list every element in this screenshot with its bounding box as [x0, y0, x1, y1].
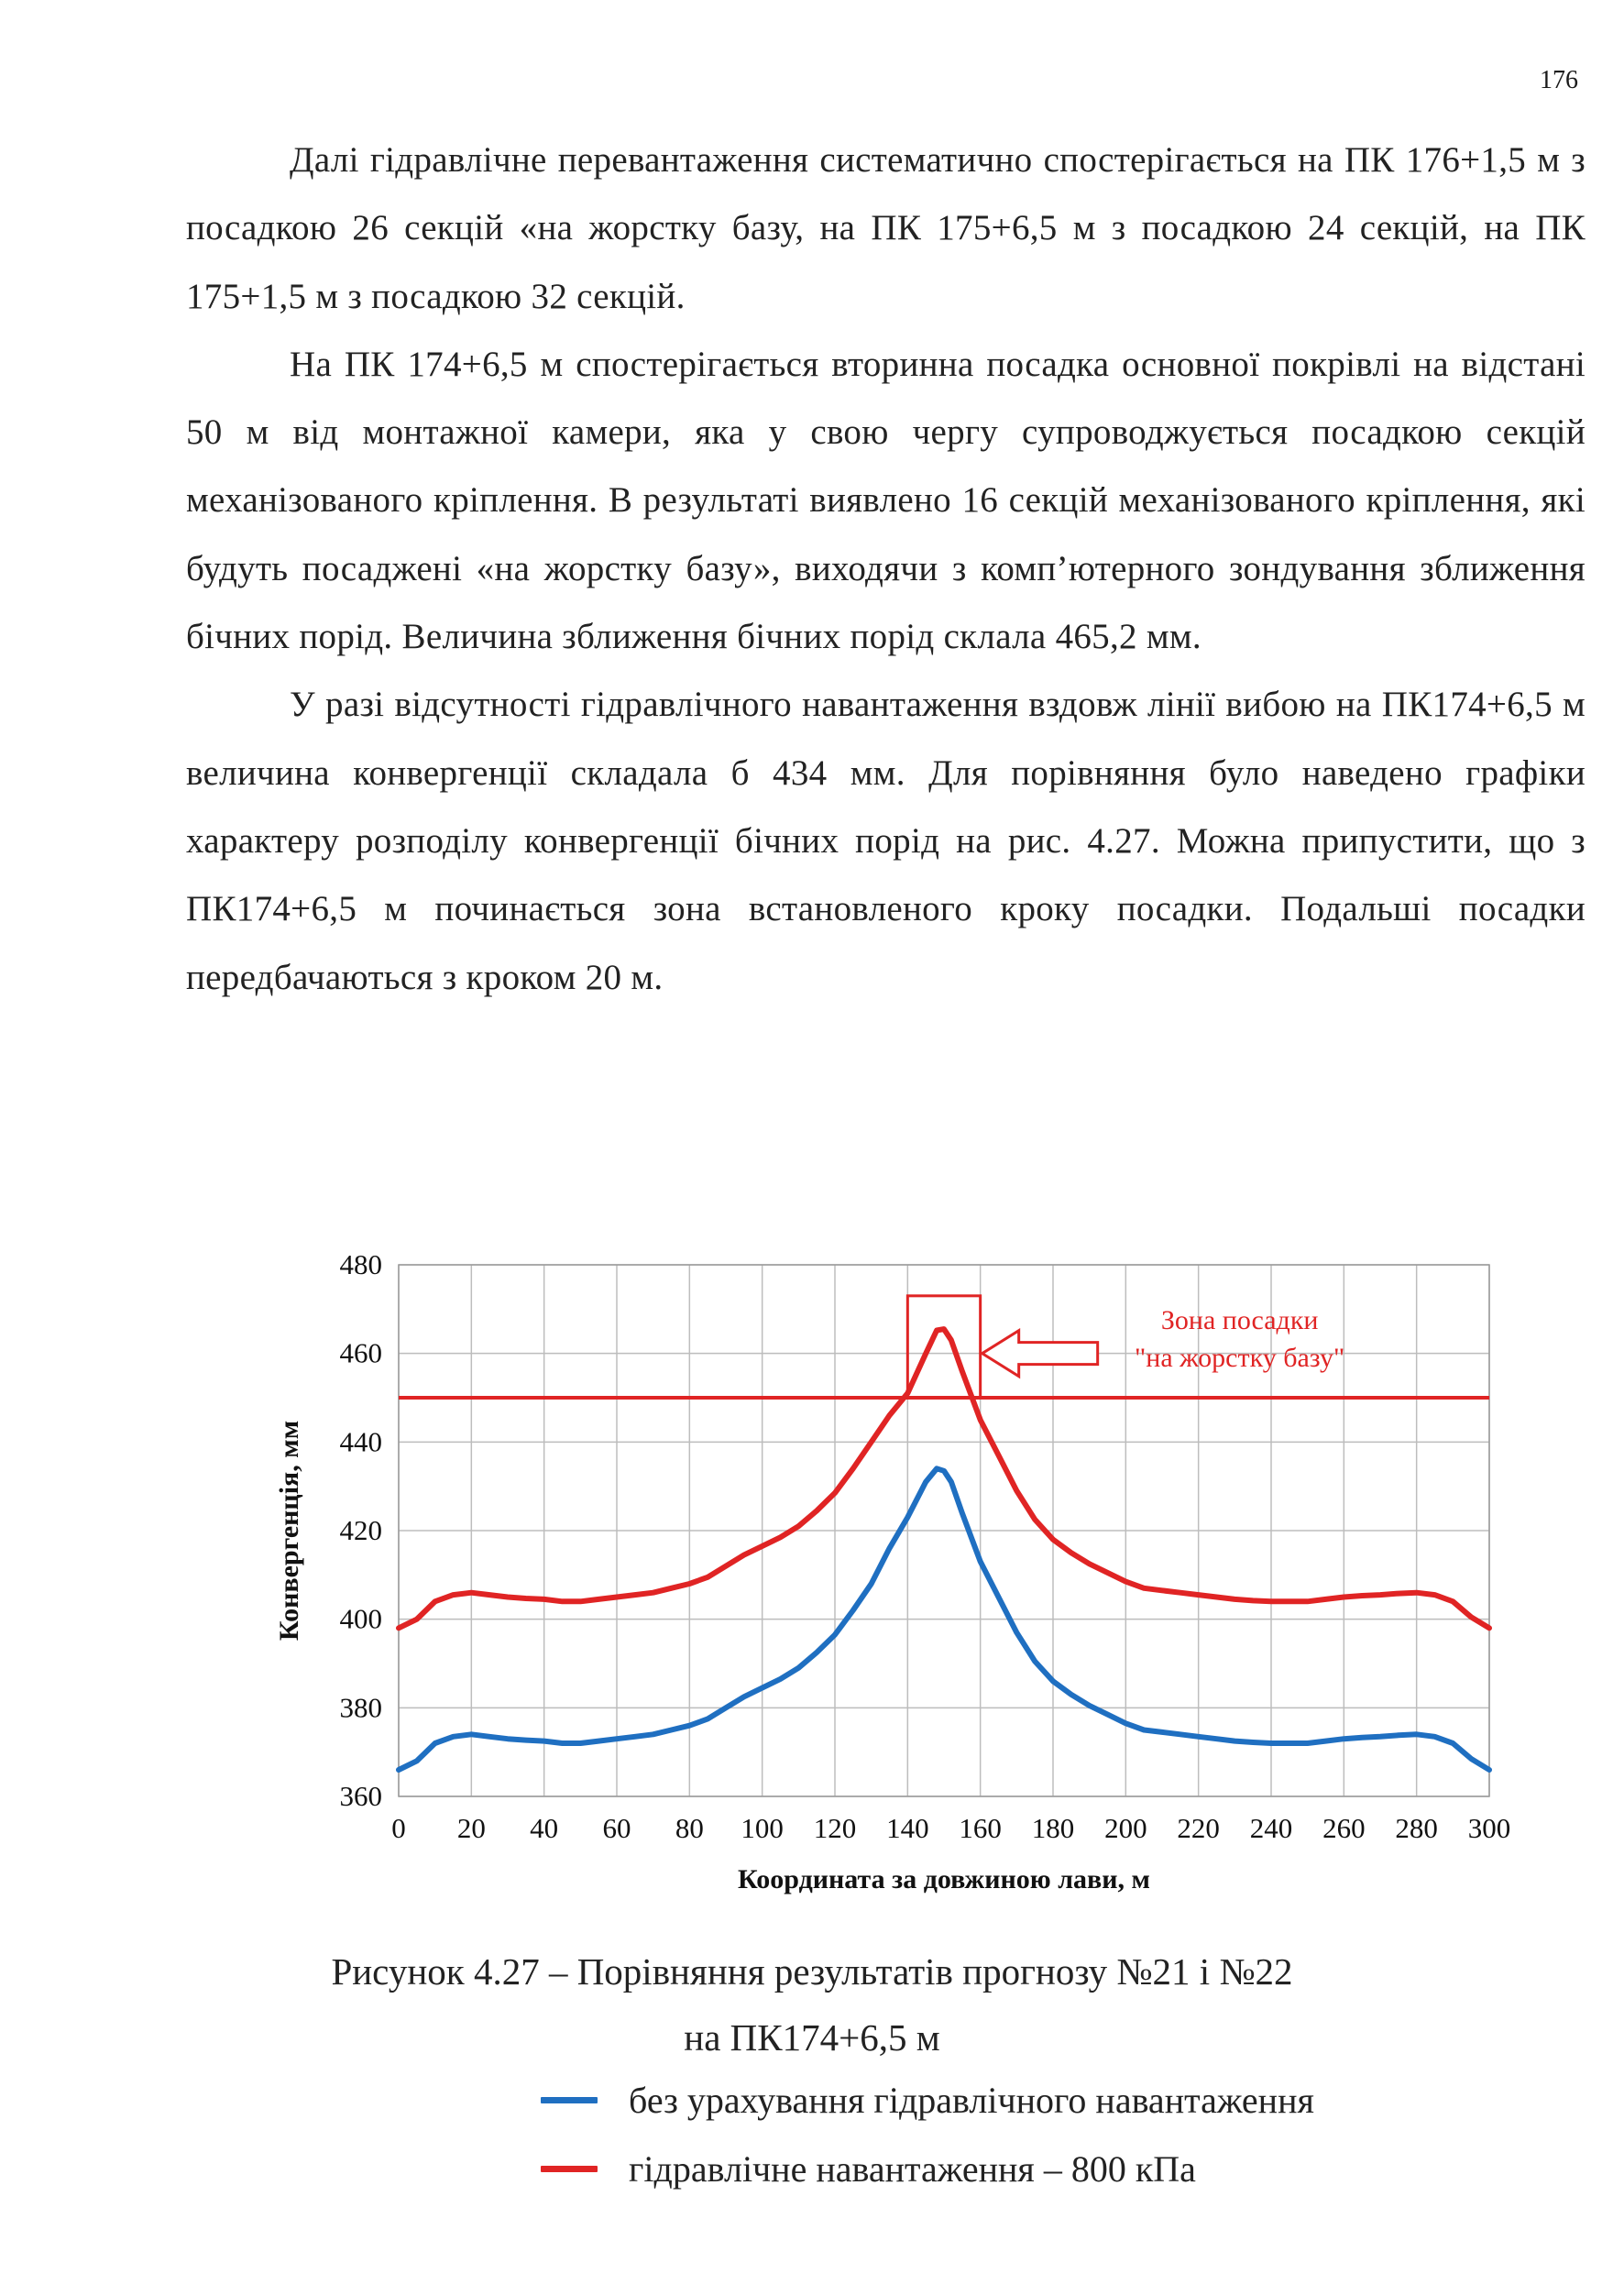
x-tick-label: 0: [391, 1812, 406, 1844]
x-tick-label: 60: [602, 1812, 631, 1844]
zone-rectangle: [907, 1296, 980, 1398]
y-axis-title: Конвергенція, мм: [274, 1420, 304, 1642]
x-tick-label: 200: [1104, 1812, 1147, 1844]
y-tick-label: 360: [339, 1780, 382, 1812]
series-line-red: [399, 1329, 1489, 1628]
y-tick-label: 440: [339, 1425, 382, 1458]
zone-label-line2: "на жорстку базу": [1135, 1343, 1345, 1374]
series-layer: [399, 1329, 1489, 1770]
x-tick-label: 80: [675, 1812, 704, 1844]
legend-item-red: [541, 2147, 1196, 2191]
y-tick-label: 400: [339, 1602, 382, 1635]
y-tick-label: 420: [339, 1514, 382, 1546]
y-tick-label: 480: [339, 1248, 382, 1280]
x-tick-label: 220: [1177, 1812, 1220, 1844]
paragraph-1: Далі гідравлічне перевантаження систематично спостерігається на ПК 176+1,5 м з посадкою 26 секцій «на жорстку базу, на ПК 175+6,5 м з посадкою 24 секцій, на ПК 175+1,5 м з посадкою 32 секцій.: [186, 140, 1586, 316]
x-tick-label: 40: [530, 1812, 559, 1844]
legend-label-red: гідравлічне навантаження – 800 кПа: [629, 2148, 1196, 2190]
x-tick-label: 160: [959, 1812, 1002, 1844]
figure-caption-line1: Рисунок 4.27 – Порівняння результатів прогнозу №21 і №22: [331, 1950, 1293, 1993]
paragraph-2: На ПК 174+6,5 м спостерігається вторинна посадка основної покрівлі на відстані 50 м від монтажної камери, яка у свою чергу супроводжується посадкою секцій механізованого кріплення. В результаті виявлено 16 секцій механізованого кріплення, які будуть посаджені «на жорстку базу», виходячи з комп’ютерного зондування зближення бічних порід. Величина зближення бічних порід склала 465,2 мм.: [186, 344, 1586, 657]
x-tick-label: 280: [1395, 1812, 1438, 1844]
x-tick-label: 180: [1031, 1812, 1075, 1844]
y-tick-label: 460: [339, 1336, 382, 1369]
legend-item-blue: [541, 2079, 1314, 2122]
convergence-chart: [257, 1228, 1540, 1906]
body-text: [186, 126, 1586, 1012]
chart-svg: [257, 1228, 1540, 1906]
y-tick-label: 380: [339, 1691, 382, 1724]
x-tick-label: 240: [1249, 1812, 1293, 1844]
x-tick-label: 140: [886, 1812, 929, 1844]
page-number: 176: [1540, 66, 1578, 94]
x-tick-label: 260: [1322, 1812, 1366, 1844]
legend-swatch-blue: [541, 2097, 598, 2103]
x-tick-label: 300: [1467, 1812, 1511, 1844]
paragraph-3: У разі відсутності гідравлічного навантаження вздовж лінії вибою на ПК174+6,5 м величина конвергенції складала б 434 мм. Для порівняння було наведено графіки характеру розподілу конвергенції бічних порід на рис. 4.27. Можна припустити, що з ПК174+6,5 м починається зона встановленого кроку посадки. Подальші посадки передбачаються з кроком 20 м.: [186, 685, 1586, 997]
legend-label-blue: без урахування гідравлічного навантаження: [629, 2080, 1314, 2121]
zone-label-line1: Зона посадки: [1160, 1305, 1319, 1336]
left-arrow-icon: [982, 1331, 1098, 1377]
axis-layer: [340, 1248, 1511, 1844]
legend-swatch-red: [541, 2166, 598, 2172]
x-tick-label: 20: [456, 1812, 486, 1844]
x-tick-label: 120: [813, 1812, 857, 1844]
x-tick-label: 100: [741, 1812, 784, 1844]
figure-caption-line2: на ПК174+6,5 м: [684, 2016, 940, 2059]
x-axis-title: Координата за довжиною лави, м: [738, 1864, 1150, 1894]
